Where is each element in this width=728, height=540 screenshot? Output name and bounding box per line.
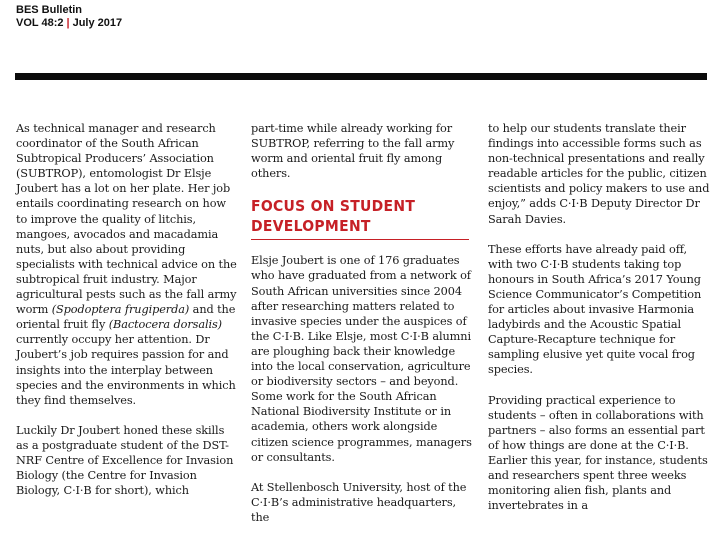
column-3 [488, 121, 710, 528]
text-run: and the oriental fruit fly [16, 303, 236, 332]
body-paragraph: Elsje Joubert is one of 176 graduates who have graduated from a network of South African universities since 2004 after researching matters related to invasive species under the auspices of the C·I·B. Like Elsje, most C·I·B alumni are ploughing back their knowledge into the local conservation, agriculture or biodiversity sectors – and beyond. Some work for the South African National Biodiversity Institute or in academia, others work alongside citizen science programmes, managers or consultants. [251, 254, 472, 464]
body-paragraph: Luckily Dr Joubert honed these skills as a postgraduate student of the DST-NRF Centre of Excellence for Invasion Biology (the Centre for Invasion Biology, C·I·B for short), which [16, 423, 234, 498]
body-paragraph: part-time while already working for SUBTROP, referring to the fall army worm and oriental fruit fly among others. [251, 122, 455, 181]
masthead [16, 4, 122, 30]
column-1 [16, 121, 238, 513]
column-2 [251, 121, 473, 540]
body-paragraph: to help our students translate their findings into accessible forms such as non-technical presentations and really readable articles for the public, citizen scientists and policy makers to use and enjoy,” adds C·I·B Deputy Director Dr Sarah Davies. [488, 122, 710, 226]
body-paragraph: These efforts have already paid off, with two C·I·B students taking top honours in South Africa’s 2017 Young Science Communicator’s Competition for articles about invasive Harmonia ladybirds and the Acoustic Spatial Capture-Recapture technique for sampling elusive yet quite vocal frog species. [488, 242, 702, 377]
body-paragraph [16, 121, 238, 408]
species-name: (Bactocera dorsalis) [108, 318, 222, 332]
section-heading: FOCUS ON STUDENT DEVELOPMENT [251, 196, 469, 240]
publication-title: BES Bulletin [16, 4, 83, 16]
volume-label: VOL 48:2 [16, 17, 64, 29]
text-run: currently occupy her attention. Dr Joubert’s job requires passion for and insights into the interplay between species and the environments in which they find themselves. [16, 333, 236, 407]
body-paragraph: At Stellenbosch University, host of the C·I·B’s administrative headquarters, the [251, 480, 467, 524]
body-paragraph: Providing practical experience to students – often in collaborations with partners – also forms an essential part of how things are done at the C·I·B. Earlier this year, for instance, students and researchers spent three weeks monitoring alien fish, plants and invertebrates in a [488, 393, 708, 513]
separator-bar: | [66, 17, 70, 29]
issue-date: July 2017 [72, 17, 123, 29]
issue-line [16, 17, 122, 30]
species-name: (Spodoptera frugiperda) [51, 303, 190, 317]
text-run: As technical manager and research coordinator of the South African Subtropical Producers’ Association (SUBTROP), entomologist Dr Elsje Joubert has a lot on her plate. Her job entails coordinating research on how to improve the quality of litchis, mangoes, avocados and macadamia nuts, but also about providing specialists with technical advice on the subtropical fruit industry. Major agricultural pests such as the fall army worm [16, 122, 237, 317]
header-rule [15, 73, 707, 80]
